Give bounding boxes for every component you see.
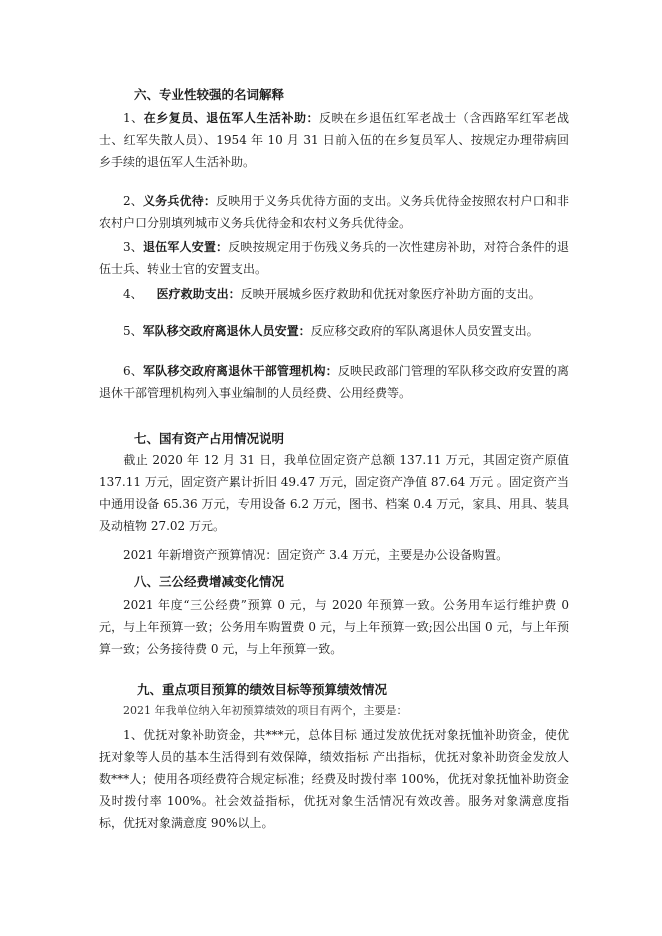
term-1-desc: 反映在乡退伍红军老战士（含西路军红军老战士、红军失散人员）、1954 年 10 月 31 日前入伍的在乡复员军人、按规定办理带病回乡手续的退伍军人生活补助。 <box>99 111 569 169</box>
performance-intro-text: 2021 年我单位纳入年初预算绩效的项目有两个，主要是： <box>123 704 408 717</box>
term-1-paragraph: 1、在乡复员、退伍军人生活补助：反映在乡退伍红军老战士（含西路军红军老战士、红军失散人员）、1954 年 10 月 31 日前入伍的在乡复员军人、按规定办理带病回乡手续的退伍军人生活补助。 <box>99 111 569 169</box>
term-3-desc: 反映按规定用于伤残义务兵的一次性建房补助，对符合条件的退伍士兵、转业士官的安置支出。 <box>99 240 569 276</box>
term-2-title: 义务兵优待： <box>143 194 217 208</box>
term-6-paragraph: 6、军队移交政府离退休干部管理机构：反映民政部门管理的军队移交政府安置的离退休干部管理机构列入事业编制的人员经费、公用经费等。 <box>99 364 569 400</box>
section-6-heading: 六、专业性较强的名词解释 <box>134 87 285 102</box>
term-5-title: 军队移交政府离退休人员安置： <box>142 324 311 338</box>
term-5-desc: 反应移交政府的军队离退休人员安置支出。 <box>310 324 539 338</box>
term-6-desc: 反映民政部门管理的军队移交政府安置的离退休干部管理机构列入事业编制的人员经费、公用经费等。 <box>99 364 569 400</box>
assets-text: 截止 2020 年 12 月 31 日，我单位固定资产总额 137.11 万元，其固定资产原值 137.11 万元，固定资产累计折旧 49.47 万元，固定资产净值 87.64 万元 。固定资产当中通用设备 65.36 万元，专用设备 6.2 万元，图书、档案 0.4 万元，家具、用具、装具及动植物 27.02 万元。 <box>99 453 569 533</box>
term-2-desc: 反映用于义务兵优待方面的支出。义务兵优待金按照农村户口和非农村户口分别填列城市义务兵优待金和农村义务兵优待金。 <box>99 194 569 230</box>
performance-project-1-paragraph <box>99 724 569 834</box>
three-costs-text: 2021 年度“三公经费”预算 0 元，与 2020 年预算一致。公务用车运行维护费 0 元，与上年预算一致；公务用车购置费 0 元，与上年预算一致;因公出国 0 元，与上年预算一致；公务接待费 0 元，与上年预算一致。 <box>99 598 569 656</box>
term-2-paragraph: 2、义务兵优待：反映用于义务兵优待方面的支出。义务兵优待金按照农村户口和非农村户口分别填列城市义务兵优待金和农村义务兵优待金。 <box>99 194 569 230</box>
term-3-title: 退伍军人安置： <box>143 240 229 254</box>
three-costs-paragraph <box>99 594 569 660</box>
performance-project-1-text: 1、优抚对象补助资金，共***元，总体目标 通过发放优抚对象抚恤补助资金，使优抚对象等人员的基本生活得到有效保障，绩效指标 产出指标，优抚对象补助资金发放人数***人；使用各项经费符合规定标准；经费及时拨付率 100%，优抚对象抚恤补助资金及时拨付率 100%。社会效益指标，优抚对象生活情况有效改善。服务对象满意度指标，优抚对象满意度 90%以上。 <box>99 728 569 830</box>
term-4-paragraph: 4、 医疗救助支出：反映开展城乡医疗救助和优抚对象医疗补助方面的支出。 <box>123 287 541 301</box>
term-4-title: 医疗救助支出： <box>156 287 241 301</box>
section-7-heading: 七、国有资产占用情况说明 <box>134 431 285 446</box>
section-9-heading: 九、重点项目预算的绩效目标等预算绩效情况 <box>137 682 388 697</box>
new-assets-paragraph <box>99 544 569 566</box>
assets-paragraph <box>99 449 569 537</box>
section-8-heading: 八、三公经费增减变化情况 <box>134 574 285 589</box>
term-3-paragraph: 3、退伍军人安置：反映按规定用于伤残义务兵的一次性建房补助，对符合条件的退伍士兵、转业士官的安置支出。 <box>99 240 569 276</box>
term-5-paragraph: 5、军队移交政府离退休人员安置：反应移交政府的军队离退休人员安置支出。 <box>123 324 539 338</box>
term-4-desc: 反映开展城乡医疗救助和优抚对象医疗补助方面的支出。 <box>240 287 541 301</box>
new-assets-text: 2021 年新增资产预算情况：固定资产 3.4 万元，主要是办公设备购置。 <box>123 548 509 562</box>
performance-intro-paragraph <box>99 700 569 722</box>
term-1-title: 在乡复员、退伍军人生活补助： <box>143 111 320 125</box>
term-6-title: 军队移交政府离退休干部管理机构： <box>143 364 338 378</box>
